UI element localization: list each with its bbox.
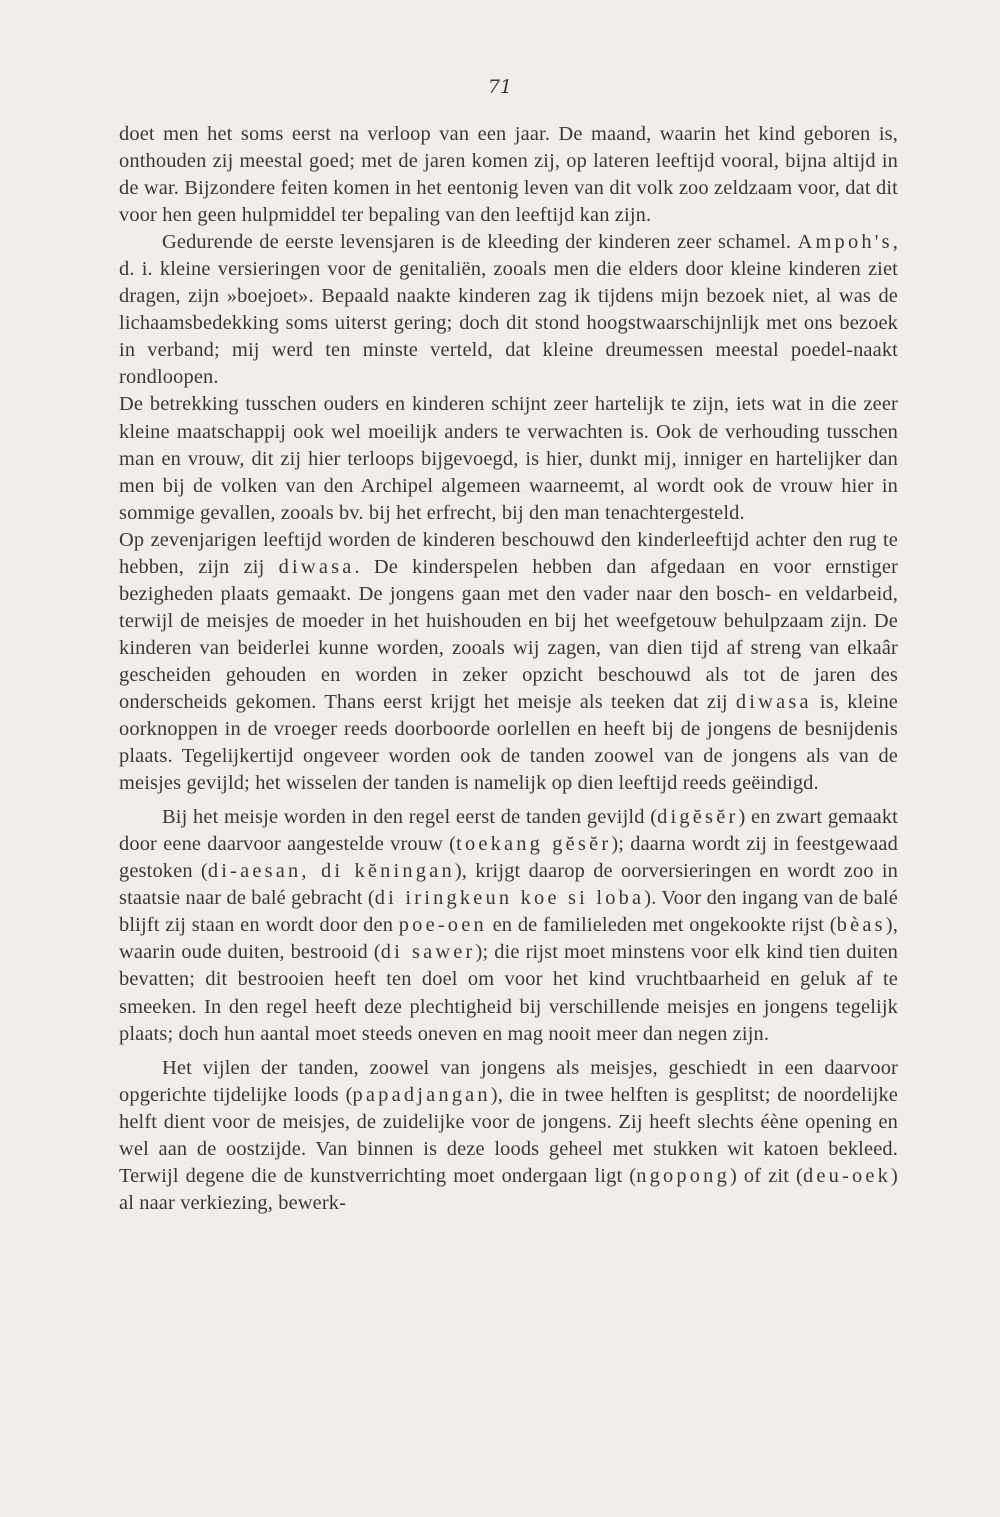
text-segment: Op zevenjarigen leeftijd worden de kinderen beschouwd den kinderleeftijd achter den rug te hebben, zijn zij — [119, 528, 898, 578]
spaced-term: diwasa — [735, 690, 812, 713]
text-segment: ) al naar verkiezing, bewerk- — [119, 1164, 898, 1214]
paragraph-2 — [119, 229, 898, 391]
spaced-term: deu-oek — [802, 1164, 892, 1187]
spaced-term: di-aesan, di kĕningan — [207, 860, 455, 883]
body-text — [119, 121, 898, 1217]
text-segment: Het vijlen der tanden, zoowel van jongens als meisjes, geschiedt in een daarvoor opgerichte tijdelijke loods ( — [119, 1056, 898, 1106]
text-segment: , d. i. kleine versieringen voor de genitaliën, zooals men die elders door kleine kinderen ziet dragen, zijn »boejoet». Bepaald naakte kinderen zag ik tijdens mijn bezoek niet, al was de lichaamsbedekking soms uiterst gering; doch dit stond hoogstwaarschijnlijk met ons bezoek in verband; mij werd ten minste verteld, dat kleine dreumessen meestal poedel-naakt rondloopen. — [119, 231, 898, 389]
text-segment: is, kleine oorknoppen in de vroeger reeds doorboorde oorlellen en heeft bij de jongens de besnijdenis plaats. Tegelijkertijd ongeveer worden ook de tanden zoowel van de jongens als van de meisjes gevijld; het wisselen der tanden is namelijk op dien leeftijd reeds geëindigd. — [119, 690, 899, 795]
spaced-term: di sawer — [380, 941, 476, 964]
spaced-term: di iringkeun koe si loba — [374, 887, 645, 910]
text-segment: ) en zwart gemaakt door eene daarvoor aangestelde vrouw ( — [119, 806, 898, 856]
spaced-term: toekang gĕsĕr — [456, 833, 612, 856]
paragraph-4 — [119, 527, 898, 797]
spaced-term: Ampoh's — [797, 231, 893, 254]
text-segment: ), die in twee helften is gesplitst; de noordelijke helft dient voor de meisjes, de zuidelijke voor de jongens. Zij heeft slechts éène opening en wel aan de oostzijde. Van binnen is deze loods geheel met stukken wit katoen bekleed. Terwijl degene die de kunstverrichting moet ondergaan ligt ( — [119, 1083, 898, 1187]
spaced-term: papadjangan — [352, 1083, 491, 1106]
paragraph-3 — [119, 391, 898, 526]
text-segment: Bij het meisje worden in den regel eerst de tanden gevijld ( — [162, 806, 658, 829]
spaced-term: diwasa — [278, 555, 355, 578]
text-segment: De betrekking tusschen ouders en kinderen schijnt zeer hartelijk te zijn, iets wat in die zeer kleine maatschappij ook wel moeilijk anders te verwachten is. Ook de verhouding tusschen man en vrouw, dit zij hier terloops bijgevoegd, is hier, dunkt mij, inniger en hartelijker dan men bij de volken van den Archipel algemeen waarneemt, al wordt ook de vrouw hier in sommige gevallen, zooals bv. bij het erfrecht, bij den man tenachtergesteld. — [119, 393, 898, 524]
text-segment: ). Voor den ingang van de balé blijft zij staan en wordt door den — [119, 887, 898, 937]
spaced-term: bèas — [836, 914, 886, 937]
page-number: 71 — [487, 76, 513, 98]
paragraph-5 — [119, 804, 898, 1047]
spaced-term: ngopong — [636, 1164, 730, 1187]
text-segment: ); daarna wordt zij in feestgewaad gestoken ( — [119, 833, 898, 883]
text-segment: ); die rijst moet minstens voor elk kind tien duiten bevatten; dit bestrooien heeft ten doel om voor het kind vruchtbaarheid en geluk af te smeeken. In den regel heeft deze plechtigheid bij verschillende meisjes en jongens tegelijk plaats; doch hun aantal moet steeds oneven en mag nooit meer dan negen zijn. — [119, 941, 898, 1045]
text-segment: ), krijgt daarop de oorversieringen en wordt zoo in staatsie naar de balé gebracht ( — [119, 860, 899, 910]
text-segment: en de familieleden met ongekookte rijst ( — [486, 914, 837, 937]
text-segment: ) of zit ( — [729, 1164, 803, 1187]
text-segment: . De kinderspelen hebben dan afgedaan en voor ernstiger bezigheden plaats gemaakt. De jongens gaan met den vader naar den bosch- en veldarbeid, terwijl de meisjes de moeder in het huishouden en bij het weefgetouw behulpzaam zijn. De kinderen van beiderlei kunne worden, zooals wij zagen, van dien tijd af streng van elkaâr gescheiden gehouden en worden in zeker opzicht beschouwd als tot de jaren des onderscheids gekomen. Thans eerst krijgt het meisje als teeken dat zij — [119, 555, 899, 713]
text-segment: Gedurende de eerste levensjaren is de kleeding der kinderen zeer schamel. — [162, 231, 798, 254]
text-segment: doet men het soms eerst na verloop van een jaar. De maand, waarin het kind geboren is, onthouden zij meestal goed; met de jaren komen zij, op lateren leeftijd vooral, bijna altijd in de war. Bijzondere feiten komen in het eentonig leven van dit volk zoo zeldzaam voor, dat dit voor hen geen hulpmiddel ter bepaling van den leeftijd kan zijn. — [119, 123, 898, 227]
spaced-term: poe-oen — [398, 914, 487, 937]
text-segment: ), waarin oude duiten, bestrooid ( — [119, 914, 898, 964]
paragraph-1 — [119, 121, 898, 229]
spaced-term: digĕsĕr — [657, 806, 739, 829]
paragraph-6 — [119, 1055, 898, 1217]
